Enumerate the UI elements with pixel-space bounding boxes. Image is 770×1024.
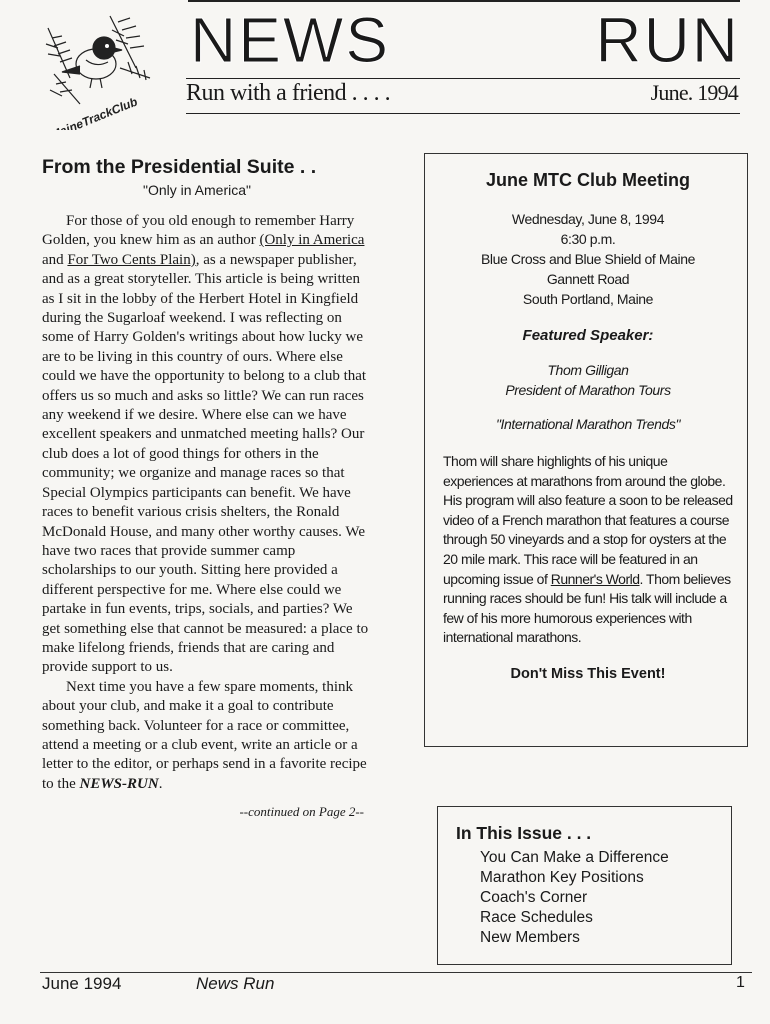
list-item: Marathon Key Positions: [480, 869, 644, 886]
newsletter-title: [190, 2, 740, 78]
in-this-issue-title: In This Issue . . .: [456, 823, 592, 843]
article-body: [42, 212, 372, 794]
book-title: For Two Cents Plain): [67, 251, 196, 268]
meeting-venue: Blue Cross and Blue Shield of Maine: [480, 251, 696, 267]
description-text: . Thom believes running races should be fun! His talk will include a few of his more humorous experiences with international marathons.: [443, 570, 731, 646]
meeting-date: Wednesday, June 8, 1994: [511, 211, 665, 227]
article-text: For those of you old enough to remember Harry Golden, you knew him as an author: [42, 213, 355, 249]
book-title: (Only in America: [259, 232, 365, 249]
article-text: Next time you have a few spare moments, think about your club, and make it a goal to contribute something back. Volunteer for a race or committee, attend a meeting or a club event, write an article or a letter to the editor, or perhaps send in a favorite recipe to the: [42, 678, 367, 792]
list-item: Race Schedules: [480, 909, 593, 926]
title-news: NEWS: [190, 4, 390, 76]
maine-track-club-logo: [40, 8, 158, 130]
article-subheading: "Only in America": [143, 182, 251, 198]
talk-topic: "International Marathon Trends": [495, 416, 681, 432]
featured-speaker-label: Featured Speaker:: [522, 327, 654, 344]
article-paragraph: [42, 212, 372, 678]
masthead-rule: [186, 78, 740, 79]
meeting-announcement-box: [424, 153, 748, 747]
meeting-time: 6:30 p.m.: [560, 231, 616, 247]
logo-text: MaineTrackClub: [48, 94, 140, 130]
meeting-title: June MTC Club Meeting: [486, 170, 690, 190]
article-text: and: [42, 251, 68, 268]
footer-rule: [40, 972, 752, 973]
in-this-issue-box: [437, 806, 732, 965]
issue-date: June. 1994: [650, 80, 738, 105]
speaker-name: Thom Gilligan: [547, 362, 629, 378]
issue-contents-list: [456, 848, 719, 948]
list-item: Coach's Corner: [480, 889, 588, 906]
footer-date: June 1994: [42, 974, 122, 993]
article-heading: From the Presidential Suite . .: [42, 156, 317, 178]
description-text: Thom will share highlights of his unique experiences at marathons from around the globe. His program will also feature a soon to be released video of a French marathon that features a course through 50 vineyards and a stop for oysters at the 20 mile mark. This race will be featured in an upcoming issue of: [443, 453, 733, 587]
magazine-title: Runner's World: [550, 570, 640, 587]
footer-publication-name: News Run: [196, 974, 275, 993]
list-item: New Members: [480, 929, 580, 946]
dont-miss-callout: Don't Miss This Event!: [510, 665, 666, 682]
meeting-city: South Portland, Maine: [522, 291, 654, 307]
masthead-bottom-rule: [186, 113, 740, 114]
meeting-street: Gannett Road: [546, 271, 630, 287]
article-text: .: [158, 775, 163, 792]
article-text: , as a newspaper publisher, and as a great storyteller. This article is being written as I sit in the lobby of the Herbert Hotel in Kingfield during the Sugarloaf weekend. I was reflecting on some of Harry Golden's writings about how lucky we are to be living in this country of ours. Where else could we have the opportunity to belong to a club that offers us so much and asks so little? We can run races any weekend if we desire. Where else can we have excellent speakers and unmatched meeting halls? Our club does a lot of good things for others in the community; we organize and manage races so that Special Olympics participants can benefit. We have races to benefit various crisis shelters, the Ronald McDonald House, and many other worthy causes. We have two races that provide summer camp scholarships to our youth. Sitting here provided a different perspective for me. Where else could we partake in fun events, trips, socials, and parties? We get something else that cannot be measured: a place to make lifelong friends, friends that are caring and provide support to us.: [42, 251, 369, 676]
continued-note: --continued on Page 2--: [239, 804, 364, 820]
tagline: Run with a friend . . . .: [186, 80, 391, 106]
speaker-title: President of Marathon Tours: [505, 382, 671, 398]
page-number: 1: [736, 974, 745, 991]
talk-description: [443, 452, 733, 648]
presidential-article: [42, 152, 372, 820]
title-run: RUN: [595, 4, 740, 76]
publication-name: NEWS-RUN: [79, 775, 159, 792]
article-paragraph: [42, 678, 372, 794]
list-item: You Can Make a Difference: [480, 849, 669, 866]
logo-bird-icon: [40, 8, 158, 130]
